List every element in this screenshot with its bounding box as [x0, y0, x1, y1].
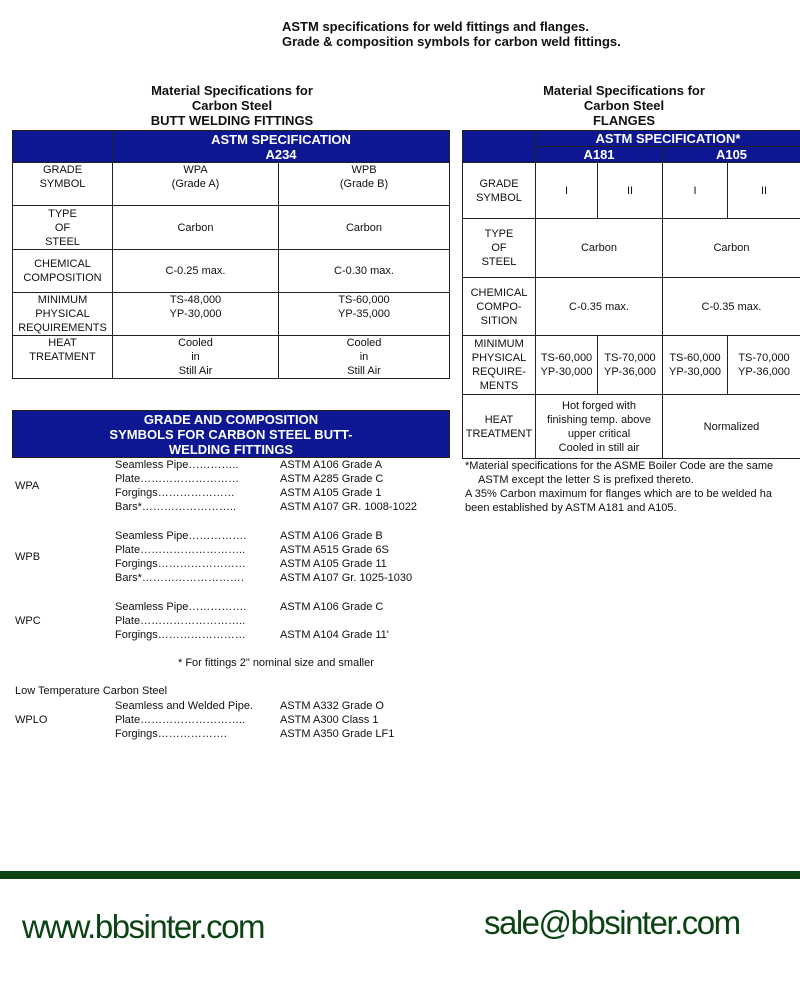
spec-label: ASTM SPECIFICATION [211, 131, 351, 147]
cell-line: in [359, 351, 369, 363]
cell-line: SYMBOL [39, 178, 86, 190]
material-form: Plate……………………….. [115, 615, 246, 627]
cell-line: MINIMUM [474, 338, 524, 350]
page-header [282, 19, 621, 49]
cell-line: C-0.25 max. [165, 265, 226, 277]
astm-spec: ASTM A105 Grade 11 [280, 558, 387, 570]
cell-line: TREATMENT [465, 427, 533, 440]
material-form: Seamless and Welded Pipe. [115, 700, 253, 712]
astm-spec: ASTM A106 Grade C [280, 601, 384, 613]
astm-spec: ASTM A104 Grade 11' [280, 629, 389, 641]
cell-line: SITION [480, 314, 518, 327]
cell-line: C-0.35 max. [701, 300, 762, 313]
table-row [463, 336, 800, 395]
table-row [463, 395, 800, 459]
cell-line: GRADE [479, 177, 519, 190]
cell-line: (Grade B) [339, 178, 389, 190]
note-line: been established by ASTM A181 and A105. [465, 502, 677, 514]
cell-line: HEAT [48, 337, 77, 349]
right-table-title [504, 83, 744, 128]
grade-symbol: WPB [15, 551, 41, 563]
cell-line: in [191, 351, 200, 363]
wpa-value [113, 336, 279, 379]
row-label [13, 293, 113, 336]
grade-symbol: WPC [15, 615, 41, 627]
cell-line: finishing temp. above [547, 413, 651, 426]
cell-line: YP-30,000 [169, 308, 222, 320]
wpb-value [279, 250, 450, 293]
cell-line: CHEMICAL [470, 286, 528, 299]
cell-line: TS-70,000 [738, 352, 790, 364]
astm-spec: ASTM A105 Grade 1 [280, 487, 382, 499]
astm-spec: ASTM A332 Grade O [280, 700, 384, 712]
cell-line: I [693, 184, 697, 197]
material-form: Forgings…………………… [115, 558, 246, 570]
cell-line: TS-70,000 [604, 352, 656, 364]
header-line-1: ASTM specifications for weld fittings and flanges. [282, 19, 589, 34]
cell-line: C-0.30 max. [334, 265, 394, 277]
cell-line: YP-36,000 [738, 366, 790, 378]
cell-line: Carbon [177, 221, 214, 234]
type-value [663, 219, 800, 278]
material-form: Forgings………………… [115, 487, 235, 499]
astm-spec: ASTM A300 Class 1 [280, 714, 379, 726]
astm-spec: ASTM A515 Grade 6S [280, 544, 389, 556]
wpb-value [279, 293, 450, 336]
material-form: Seamless Pipe……………. [115, 530, 247, 542]
grade-composition-header [12, 410, 450, 458]
phys-value [663, 336, 728, 395]
grade-value [598, 163, 663, 219]
cell-line: PHYSICAL [471, 352, 527, 364]
cell-line: Carbon [713, 242, 750, 254]
title-line: WELDING FITTINGS [168, 442, 294, 457]
material-form: Forgings…………………… [115, 629, 246, 641]
note-line: ASTM except the letter S is prefixed thereto. [478, 474, 694, 486]
cell-line: YP-35,000 [338, 308, 390, 320]
wpa-value [113, 206, 279, 250]
material-form: Seamless Pipe……………. [115, 601, 247, 613]
cell-line: Carbon [580, 242, 618, 254]
note-line: A 35% Carbon maximum for flanges which are to be welded ha [465, 488, 772, 500]
material-form: Seamless Pipe………….. [115, 459, 239, 471]
chem-value [663, 278, 800, 336]
chem-value [536, 278, 663, 336]
a181-header: A181 [536, 147, 663, 163]
table-row [463, 219, 800, 278]
a105-header: A105 [663, 147, 800, 163]
cell-line: Normalized [703, 420, 760, 433]
astm-spec: ASTM A350 Grade LF1 [280, 728, 395, 740]
table-row [13, 293, 450, 336]
cell-line: TREATMENT [29, 351, 96, 363]
cell-line: TS-60,000 [540, 352, 593, 364]
cell-line: OF [491, 242, 507, 254]
grade-value [536, 163, 598, 219]
title-line: BUTT WELDING FITTINGS [150, 113, 314, 128]
left-table-title [112, 83, 352, 128]
row-label [13, 206, 113, 250]
cell-line: Cooled in still air [558, 441, 640, 454]
cell-line: (Grade A) [171, 178, 220, 190]
cell-line: I [564, 184, 569, 197]
header-line-2: Grade & composition symbols for carbon weld fittings. [282, 34, 621, 49]
row-label [463, 336, 536, 395]
row-label [13, 250, 113, 293]
astm-spec-header [113, 131, 450, 163]
footer-divider [0, 871, 800, 879]
row-label [13, 163, 113, 206]
cell-line: YP-36,000 [604, 366, 656, 378]
grade-value [663, 163, 728, 219]
email-link[interactable]: sale@bbsinter.com [484, 904, 740, 941]
astm-spec: ASTM A107 GR. 1008-1022 [280, 501, 417, 513]
wpb-value [279, 206, 450, 250]
cell-line: TS-60,000 [669, 352, 721, 364]
type-value [536, 219, 663, 278]
wpa-value [113, 250, 279, 293]
cell-line: MENTS [479, 380, 519, 392]
cell-line: TYPE [48, 207, 77, 220]
cell-line: YP-30,000 [540, 366, 593, 378]
astm-spec-header: ASTM SPECIFICATION* [536, 131, 800, 147]
cell-line: WPB [351, 164, 377, 176]
cell-line: Still Air [178, 365, 213, 377]
cell-line: STEEL [481, 256, 517, 268]
grade-symbol: WPLO [15, 714, 48, 726]
butt-welding-spec-table [12, 130, 450, 379]
cell-line: MINIMUM [37, 294, 88, 306]
cell-line: YP-30,000 [669, 366, 721, 378]
cell-line: Hot forged with [562, 399, 636, 412]
row-label [463, 395, 536, 459]
wpa-value [113, 293, 279, 336]
header-blank [13, 131, 113, 163]
table-row [463, 163, 800, 219]
title-line: Material Specifications for [543, 83, 705, 98]
cell-line: OF [54, 221, 71, 234]
cell-line: SYMBOL [476, 191, 522, 204]
material-form: Bars*…………………….. [115, 501, 237, 513]
cell-line: STEEL [45, 235, 80, 248]
cell-line: TYPE [484, 228, 514, 240]
title-line: GRADE AND COMPOSITION [143, 412, 319, 427]
flange-notes [465, 459, 773, 515]
footnote: * For fittings 2" nominal size and smaller [178, 657, 374, 669]
row-label [13, 336, 113, 379]
heat-a105 [663, 395, 800, 459]
cell-line: TS-60,000 [338, 294, 390, 306]
table-row [13, 336, 450, 379]
table-row [463, 278, 800, 336]
cell-line: COMPOSITION [23, 272, 102, 284]
note-line: *Material specifications for the ASME Boiler Code are the same [465, 460, 774, 472]
row-label [463, 219, 536, 278]
astm-spec: ASTM A106 Grade B [280, 530, 383, 542]
cell-line: REQUIREMENTS [18, 322, 107, 334]
cell-line: HEAT [484, 413, 514, 426]
cell-line: GRADE [42, 164, 83, 176]
material-form: Plate……………………… [115, 473, 240, 485]
cell-line: II [626, 184, 634, 197]
cell-line: WPA [183, 164, 208, 176]
cell-line: Cooled [178, 337, 213, 349]
row-label [463, 163, 536, 219]
wpa-value [113, 163, 279, 206]
material-form: Plate……………………….. [115, 544, 246, 556]
table-row [13, 163, 450, 206]
cell-line: C-0.35 max. [569, 300, 629, 313]
phys-value [536, 336, 598, 395]
cell-line: REQUIRE- [472, 366, 526, 378]
heat-a181 [536, 395, 663, 459]
title-line: Carbon Steel [191, 98, 273, 113]
title-line: Material Specifications for [151, 83, 313, 98]
row-label [463, 278, 536, 336]
wpb-value [279, 163, 450, 206]
header-blank [463, 131, 536, 163]
material-form: Forgings………………. [115, 728, 227, 740]
material-form: Plate……………………….. [115, 714, 246, 726]
grade-value [728, 163, 800, 219]
low-temp-title: Low Temperature Carbon Steel [15, 685, 168, 697]
astm-spec: ASTM A106 Grade A [280, 459, 383, 471]
flanges-spec-table [462, 130, 800, 459]
cell-line: COMPO- [476, 300, 522, 313]
title-line: Carbon Steel [583, 98, 665, 113]
phys-value [728, 336, 800, 395]
title-line: SYMBOLS FOR CARBON STEEL BUTT- [109, 427, 353, 442]
cell-line: Cooled [346, 337, 382, 349]
phys-value [598, 336, 663, 395]
cell-line: II [760, 184, 768, 197]
website-link[interactable]: www.bbsinter.com [22, 908, 264, 945]
cell-line: TS-48,000 [169, 294, 222, 306]
wpb-value [279, 336, 450, 379]
cell-line: CHEMICAL [34, 258, 91, 270]
material-form: Bars*………………………. [115, 572, 244, 584]
title-line: FLANGES [592, 113, 656, 128]
table-row [13, 250, 450, 293]
astm-spec: ASTM A285 Grade C [280, 473, 384, 485]
cell-line: Carbon [345, 221, 383, 234]
cell-line: upper critical [567, 427, 631, 440]
table-row [13, 206, 450, 250]
astm-spec: ASTM A107 Gr. 1025-1030 [280, 572, 413, 584]
cell-line: PHYSICAL [35, 308, 90, 320]
cell-line: Still Air [347, 365, 381, 377]
grade-symbol: WPA [15, 480, 40, 492]
spec-code: A234 [265, 146, 297, 162]
